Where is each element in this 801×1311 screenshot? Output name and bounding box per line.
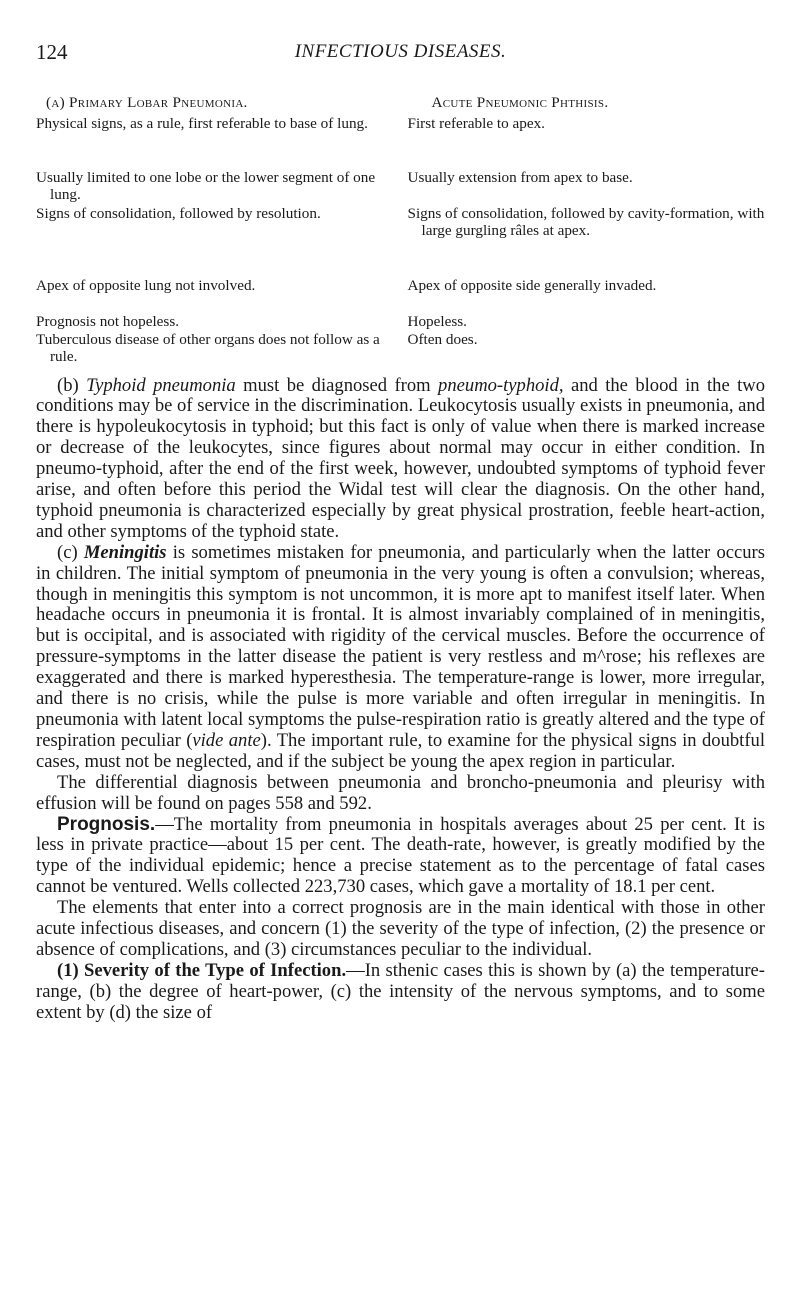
left-column-heading: (a) Primary Lobar Pneumonia. [46, 94, 248, 111]
table-cell-left: Tuberculous disease of other organs does not follow as a rule. [36, 330, 380, 365]
paragraph-meningitis [36, 543, 765, 773]
prognosis-heading: Prognosis. [57, 813, 156, 835]
table-cell-right: Usually extension from apex to base. [407, 168, 633, 186]
severity-heading: (1) Severity of the Type of Infection. [57, 959, 347, 981]
table-cell-left: Prognosis not hopeless. [36, 312, 180, 330]
paragraph-differential: The differential diagnosis between pneumonia and broncho-pneumonia and pleurisy with effusion will be found on pages 558 and 592. [36, 771, 765, 814]
paragraph-label: (b) [57, 374, 79, 396]
table-cell-left: Physical signs, as a rule, first referable to base of lung. [36, 114, 368, 132]
term-meningitis: Meningitis [83, 541, 167, 563]
table-cell-right: Hopeless. [407, 312, 467, 330]
body-text [36, 376, 765, 1024]
table-cell-left: Apex of opposite lung not involved. [36, 276, 256, 294]
table-cell-right: Signs of consolidation, followed by cavity-formation, with large gurgling râles at apex. [407, 204, 765, 239]
text-run: —The mortality from pneumonia in hospitals averages about 25 per cent. It is less in private practice—about 15 per cent. The death-rate, however, is greatly modified by the type of the individual epidemic; hence a precise statement as to the percentage of fatal cases cannot be ventured. Wells collected 223,730 cases, which gave a mortality of 18.1 per cent. [36, 813, 765, 898]
running-head [36, 40, 765, 76]
term-pneumo-typhoid: pneumo-typhoid, [438, 374, 564, 396]
paragraph-label: (c) [57, 541, 78, 563]
header-title: INFECTIOUS DISEASES. [294, 41, 507, 62]
table-cell-left: Signs of consolidation, followed by resolution. [36, 204, 321, 222]
term-typhoid-pneumonia: Typhoid pneumonia [86, 374, 236, 396]
table-cell-right: Apex of opposite side generally invaded. [407, 276, 657, 294]
page-number: 124 [36, 40, 68, 64]
comparison-table [36, 94, 765, 366]
text-run: ). The important rule, to examine for the physical signs in doubtful cases, must not be neglected, and if the subject be young the apex region in particular. [36, 729, 765, 772]
paragraph-typhoid-pneumonia [36, 376, 765, 543]
text-run: —In sthenic cases this is shown by (a) the temperature-range, (b) the degree of heart-power, (c) the intensity of the nervous symptoms, and to some extent by (d) the size of [36, 959, 765, 1023]
text-run: must be diagnosed from [243, 374, 431, 396]
paragraph-elements: The elements that enter into a correct prognosis are in the main identical with those in other acute infectious diseases, and concern (1) the severity of the type of infection, (2) the presence or absence of complications, and (3) circumstances peculiar to the individual. [36, 897, 765, 960]
term-vide-ante: vide ante [192, 729, 261, 751]
paragraph-prognosis [36, 815, 765, 899]
table-cell-right: Often does. [407, 330, 478, 348]
right-column-heading: Acute Pneumonic Phthisis. [431, 94, 609, 111]
text-run: is sometimes mistaken for pneumonia, and particularly when the latter occurs in children. The initial symptom of pneumonia in the very young is often a convulsion; whereas, though in meningitis this symptom is not uncommon, it is more apt to manifest itself later. When headache occurs in pneumonia it is frontal. It is almost invariably complained of in meningitis, but is occipital, and is associated with rigidity of the cervical muscles. Before the occurrence of pressure-symptoms in the latter disease the patient is very restless and m^rose; his reflexes are exaggerated and there is marked hyperesthesia. The temperature-range is lower, more irregular, and there is no crisis, while the pulse is more variable and often irregular in meningitis. In pneumonia with latent local symptoms the pulse-respiration ratio is greatly altered and the type of respiration peculiar ( [36, 541, 765, 751]
paragraph-severity [36, 961, 765, 1024]
table-cell-left: Usually limited to one lobe or the lower segment of one lung. [36, 168, 376, 203]
table-cell-right: First referable to apex. [407, 114, 545, 132]
text-run: and the blood in the two conditions may be of service in the discrimination. Leukocytosis usually exists in pneumonia, and there is hypoleukocytosis in typhoid; but this fact is only of value when there is marked increase or decrease of the leukocytes, since figures about normal may occur in either condition. In pneumo-typhoid, after the end of the first week, however, undoubted symptoms of typhoid fever arise, and often before this period the Widal test will clear the diagnosis. On the other hand, typhoid pneumonia is characterized especially by great physical prostration, feeble heart-action, and other symptoms of the typhoid state. [36, 374, 765, 542]
